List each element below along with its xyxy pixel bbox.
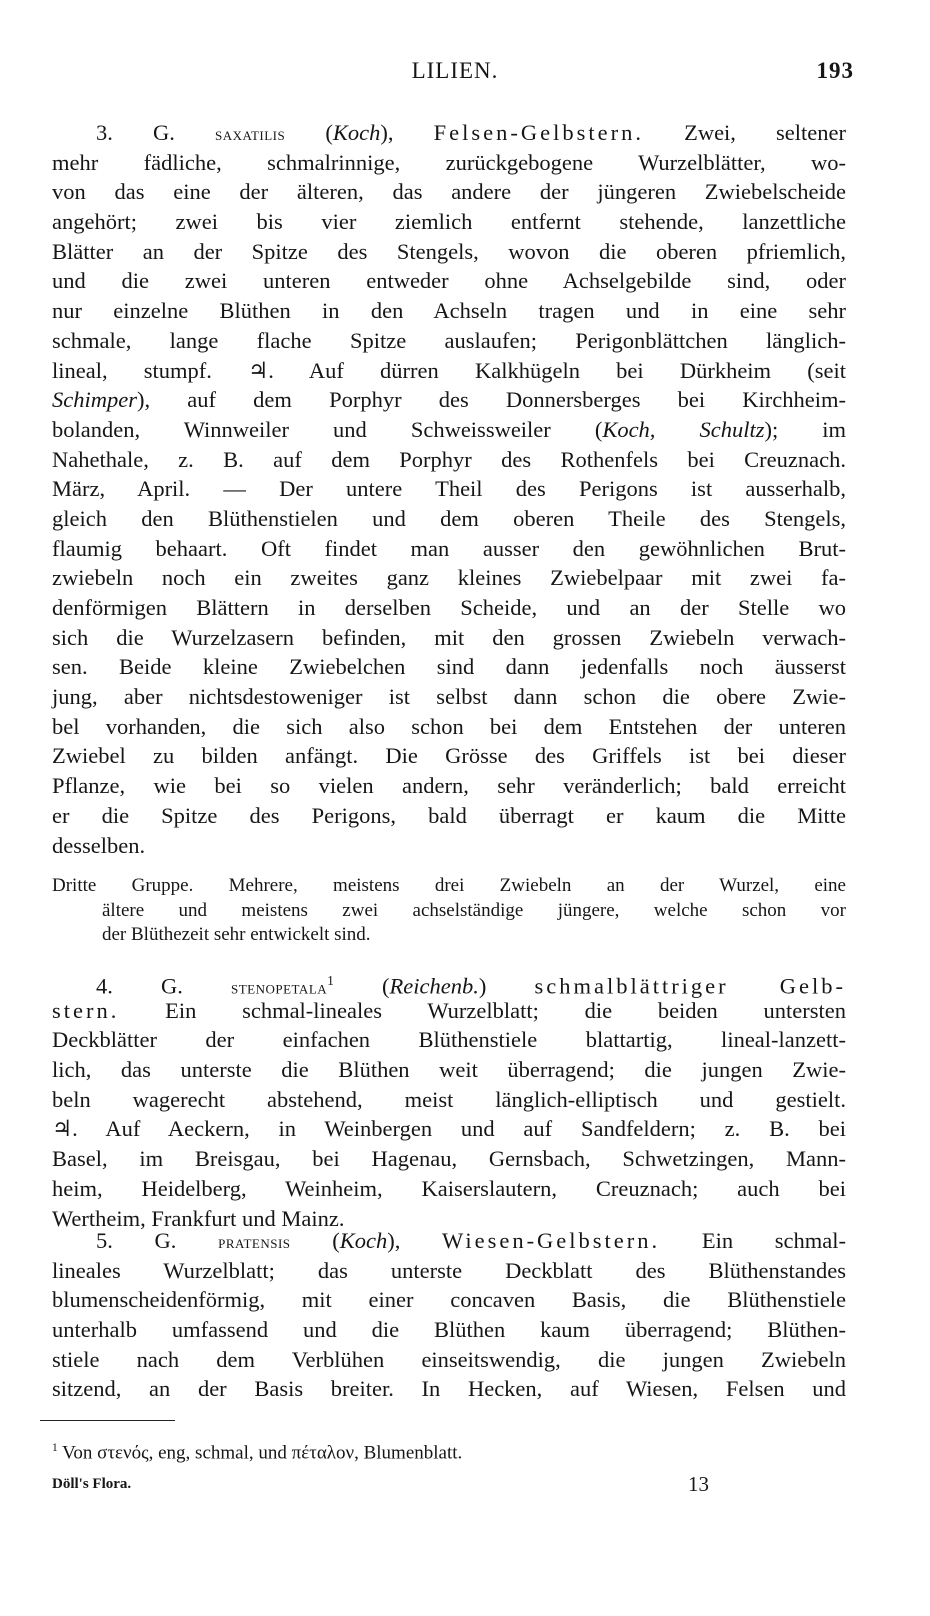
text-line: [52, 1226, 846, 1256]
text-run: jung, aber nichtsdestoweniger ist selbst dann schon die obere Zwie-: [52, 684, 846, 710]
text-line: [52, 1256, 846, 1286]
text-run: Nahethale, z. B. auf dem Porphyr des Rothenfels bei Creuznach.: [52, 446, 846, 472]
text-line: [52, 801, 846, 831]
text-line: [52, 1085, 846, 1115]
text-run: (: [290, 1228, 340, 1253]
text-run: 4. G.: [96, 973, 231, 999]
text-line: [52, 266, 846, 296]
footnote-text: Von στενός, eng, schmal, und πέταλον, Blumenblatt.: [62, 1442, 463, 1464]
text-line: [52, 356, 846, 386]
text-run: Blätter an der Spitze des Stengels, wovon die oberen pfriemlich,: [52, 238, 846, 264]
text-run: mehr fädliche, schmalrinnige, zurückgebogene Wurzelblätter, wo-: [52, 149, 846, 175]
text-run: Wertheim, Frankfurt und Mainz.: [52, 1205, 345, 1231]
text-line: [52, 296, 846, 326]
text-run: der Blüthezeit sehr entwickelt sind.: [102, 924, 371, 945]
text-line: [52, 652, 846, 682]
text-line: [52, 899, 846, 924]
text-run: Basel, im Breisgau, bei Hagenau, Gernsbach, Schwetzingen, Mann-: [52, 1146, 846, 1172]
text-run: 3. G.: [96, 120, 215, 145]
running-title: LILIEN.: [411, 58, 499, 83]
text-run: bolanden, Winnweiler und Schweissweiler (: [52, 416, 603, 442]
text-line: [52, 623, 846, 653]
text-line: [52, 593, 846, 623]
text-run: angehört; zwei bis vier ziemlich entfernt stehende, lanzettliche: [52, 209, 846, 235]
text-line: [52, 118, 846, 148]
italic-text: Reichenb.: [389, 973, 479, 999]
footnote: [52, 1442, 462, 1464]
text-line: [52, 831, 846, 861]
signature-mark: 13: [688, 1472, 709, 1496]
paragraph-stenopetala: [52, 966, 846, 1233]
text-line: [52, 771, 846, 801]
species-name: stenopetala: [230, 977, 328, 999]
text-line: [52, 1174, 846, 1204]
text-run: und die zwei unteren entweder ohne Achselgebilde sind, oder: [52, 268, 846, 294]
text-run: er die Spitze des Perigons, bald überragt er kaum die Mitte: [52, 802, 846, 828]
common-name: stern.: [52, 997, 120, 1023]
species-name: saxatilis: [215, 124, 286, 145]
species-name: pratensis: [218, 1232, 291, 1253]
text-run: (: [333, 973, 390, 999]
text-line: [52, 177, 846, 207]
text-line: [52, 712, 846, 742]
text-run: sich die Wurzelzasern befinden, mit den grossen Zwiebeln verwach-: [52, 624, 846, 650]
text-run: (: [285, 120, 333, 145]
text-run: ),: [387, 1228, 442, 1253]
text-run: zwiebeln noch ein zweites ganz kleines Zwiebelpaar mit zwei fa-: [52, 565, 846, 591]
text-run: desselben.: [52, 832, 146, 858]
text-line: [52, 1144, 846, 1174]
footnote-ref: 1: [327, 973, 334, 988]
text-run: blumenscheidenförmig, mit einer concaven Basis, die Blüthenstiele: [52, 1287, 846, 1313]
text-run: von das eine der älteren, das andere der jüngeren Zwiebelscheide: [52, 179, 846, 205]
text-run: beln wagerecht abstehend, meist länglich-elliptisch und gestielt.: [52, 1086, 846, 1112]
common-name: Wiesen-Gelbstern.: [442, 1228, 661, 1253]
footnote-mark: 1: [52, 1442, 58, 1454]
text-run: Dritte Gruppe. Mehrere, meistens drei Zwiebeln an der Wurzel, eine: [52, 875, 846, 896]
text-run: lineales Wurzelblatt; das unterste Deckblatt des Blüthenstandes: [52, 1257, 846, 1283]
text-run: Ein schmal-: [660, 1228, 846, 1253]
text-line: [52, 1114, 846, 1144]
text-line: [52, 415, 846, 445]
text-line: [52, 874, 846, 899]
footnote-rule: [40, 1420, 175, 1421]
text-run: ♃. Auf Aeckern, in Weinbergen und auf Sandfeldern; z. B. bei: [52, 1116, 846, 1142]
text-line: [52, 207, 846, 237]
text-run: nur einzelne Blüthen in den Achseln tragen und in eine sehr: [52, 298, 846, 324]
text-line: [52, 237, 846, 267]
text-run: lich, das unterste die Blüthen weit überragend; die jungen Zwie-: [52, 1057, 846, 1083]
footer-book-title: Döll's Flora.: [52, 1476, 132, 1492]
text-line: [52, 1055, 846, 1085]
italic-text: Koch: [339, 1228, 388, 1253]
text-run: ); im: [764, 416, 846, 442]
text-run: sen. Beide kleine Zwiebelchen sind dann jedenfalls noch äusserst: [52, 654, 846, 680]
text-run: Deckblätter der einfachen Blüthenstiele blattartig, lineal-lanzett-: [52, 1027, 846, 1053]
text-run: Zwei, seltener: [643, 120, 847, 145]
text-run: ), auf dem Porphyr des Donnersberges bei Kirchheim-: [136, 387, 846, 413]
page-number: 193: [816, 58, 854, 83]
text-line: [52, 474, 846, 504]
text-run: bel vorhanden, die sich also schon bei dem Entstehen der unteren: [52, 713, 846, 739]
text-run: flaumig behaart. Oft findet man ausser den gewöhnlichen Brut-: [52, 535, 846, 561]
text-line: [52, 1285, 846, 1315]
text-run: ältere und meistens zwei achselständige jüngere, welche schon vor: [102, 899, 846, 921]
text-run: schmale, lange flache Spitze auslaufen; Perigonblättchen länglich-: [52, 327, 846, 353]
italic-text: Koch: [332, 120, 381, 145]
text-line: [52, 1025, 846, 1055]
text-line: [52, 1315, 846, 1345]
text-line: [52, 741, 846, 771]
text-line: [52, 923, 846, 948]
text-line: [52, 326, 846, 356]
paragraph-pratensis: [52, 1226, 846, 1404]
text-run: Pflanze, wie bei so vielen andern, sehr veränderlich; bald erreicht: [52, 773, 846, 799]
text-line: [52, 682, 846, 712]
text-line: [52, 148, 846, 178]
paragraph-dritte-gruppe: [52, 874, 846, 948]
text-run: sitzend, an der Basis breiter. In Hecken, auf Wiesen, Felsen und: [52, 1376, 846, 1402]
text-run: denförmigen Blättern in derselben Scheide, und an der Stelle wo: [52, 595, 846, 620]
text-run: unterhalb umfassend und die Blüthen kaum überragend; Blüthen-: [52, 1317, 846, 1343]
italic-text: Schimper: [52, 387, 137, 413]
text-line: [52, 504, 846, 534]
text-run: heim, Heidelberg, Weinheim, Kaiserslautern, Creuznach; auch bei: [52, 1175, 846, 1201]
italic-text: Koch, Schultz: [602, 416, 765, 442]
text-line: [52, 563, 846, 593]
text-line: [52, 996, 846, 1026]
text-line: [52, 385, 846, 415]
text-run: März, April. — Der untere Theil des Perigons ist ausserhalb,: [52, 476, 846, 502]
text-run: ),: [380, 120, 434, 145]
text-run: Zwiebel zu bilden anfängt. Die Grösse des Griffels ist bei dieser: [52, 743, 846, 769]
text-line: [52, 966, 846, 999]
text-line: [52, 534, 846, 564]
paragraph-saxatilis: [52, 118, 846, 860]
text-run: Ein schmal-lineales Wurzelblatt; die beiden untersten: [119, 997, 846, 1023]
common-name: Felsen-Gelbstern.: [433, 120, 644, 145]
text-run: 5. G.: [96, 1228, 219, 1253]
text-run: ): [478, 973, 535, 999]
text-line: [52, 1345, 846, 1375]
text-line: [52, 1374, 846, 1404]
text-run: lineal, stumpf. ♃. Auf dürren Kalkhügeln bei Dürkheim (seit: [52, 357, 846, 383]
text-line: [52, 445, 846, 475]
text-run: stiele nach dem Verblühen einseitswendig, die jungen Zwiebeln: [52, 1346, 846, 1372]
text-run: gleich den Blüthenstielen und dem oberen Theile des Stengels,: [52, 505, 846, 531]
common-name: schmalblättriger Gelb-: [534, 973, 846, 999]
